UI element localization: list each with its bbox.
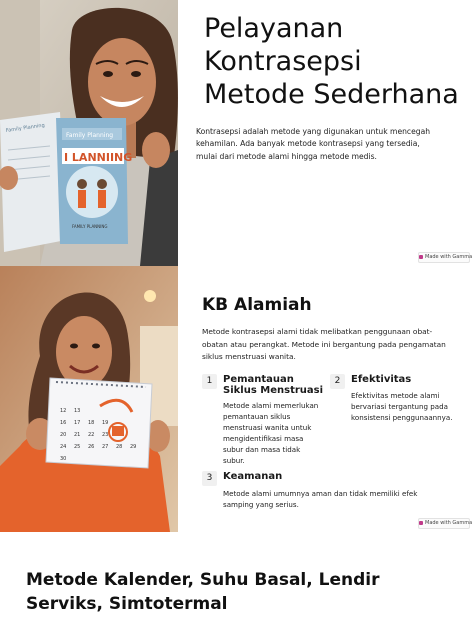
item-number-badge: 1 bbox=[202, 374, 217, 389]
intro-description: Kontrasepsi adalah metode yang digunakan untuk mencegah kehamilan. Ada banyak metode kontrasepsi yang tersedia, mulai dari metode alami hingga metode medis. bbox=[196, 127, 431, 161]
gamma-badge-label: Made with Gamma bbox=[425, 254, 473, 260]
feature-item-2 bbox=[330, 374, 460, 444]
calendar-day: 28 bbox=[116, 444, 123, 450]
item-title: Keamanan bbox=[223, 471, 283, 482]
item-description: Metode alami memerlukan pemantauan siklus menstruasi wanita untuk mengidentifikasi masa subur dan masa tidak subur. bbox=[223, 401, 319, 465]
book-title-text: I LANNIING bbox=[64, 151, 133, 164]
gamma-logo-icon bbox=[419, 521, 423, 525]
item-title: Efektivitas bbox=[351, 374, 412, 385]
calendar-day: 20 bbox=[60, 432, 67, 438]
book-side-text: Family Planning bbox=[5, 122, 46, 134]
gamma-badge-label: Made with Gamma bbox=[425, 520, 473, 526]
made-with-gamma-badge[interactable] bbox=[418, 252, 473, 263]
section-title: KB Alamiah bbox=[202, 295, 312, 315]
calendar-day: 27 bbox=[102, 444, 109, 450]
calendar-day: 24 bbox=[60, 444, 67, 450]
item-number-badge: 2 bbox=[330, 374, 345, 389]
calendar-day: 26 bbox=[88, 444, 95, 450]
feature-item-1 bbox=[202, 374, 326, 474]
calendar-day: 25 bbox=[74, 444, 81, 450]
item-description: Efektivitas metode alami bervariasi tergantung pada konsistensi penggunaannya. bbox=[351, 391, 453, 422]
made-with-gamma-badge[interactable] bbox=[418, 518, 473, 529]
page-title: Pelayanan Kontrasepsi Metode Sederhana bbox=[204, 13, 459, 110]
calendar-day: 12 bbox=[60, 408, 67, 414]
calendar-day: 21 bbox=[74, 432, 81, 438]
calendar-day: 17 bbox=[74, 420, 81, 426]
calendar-day: 30 bbox=[60, 456, 67, 462]
calendar-day: 22 bbox=[88, 432, 95, 438]
slide-2 bbox=[0, 266, 474, 532]
methods-title: Metode Kalender, Suhu Basal, Lendir Serviks, Simtotermal bbox=[26, 570, 380, 614]
calendar-day: 16 bbox=[60, 420, 67, 426]
woman-with-calendar-photo bbox=[0, 266, 178, 532]
woman-with-book-photo bbox=[0, 0, 178, 266]
book-header-text: Family Planning bbox=[66, 132, 114, 139]
calendar-day: 23 bbox=[102, 432, 109, 438]
section-description: Metode kontrasepsi alami tidak melibatkan penggunaan obat-obatan atau perangkat. Metode ini bergantung pada pengamatan siklus menstruasi wanita. bbox=[202, 327, 446, 362]
calendar-day: 19 bbox=[102, 420, 109, 426]
calendar-day: 18 bbox=[88, 420, 95, 426]
item-number-badge: 3 bbox=[202, 471, 217, 486]
calendar-day: 13 bbox=[74, 408, 81, 414]
item-description: Metode alami umumnya aman dan tidak memiliki efek samping yang serius. bbox=[223, 489, 418, 509]
item-title: Pemantauan Siklus Menstruasi bbox=[223, 374, 324, 396]
slide-1 bbox=[0, 0, 474, 266]
book-footer-text: FAMILY PLANNING bbox=[72, 224, 108, 229]
calendar-day: 29 bbox=[130, 444, 137, 450]
feature-item-3 bbox=[202, 471, 450, 511]
gamma-logo-icon bbox=[419, 255, 423, 259]
